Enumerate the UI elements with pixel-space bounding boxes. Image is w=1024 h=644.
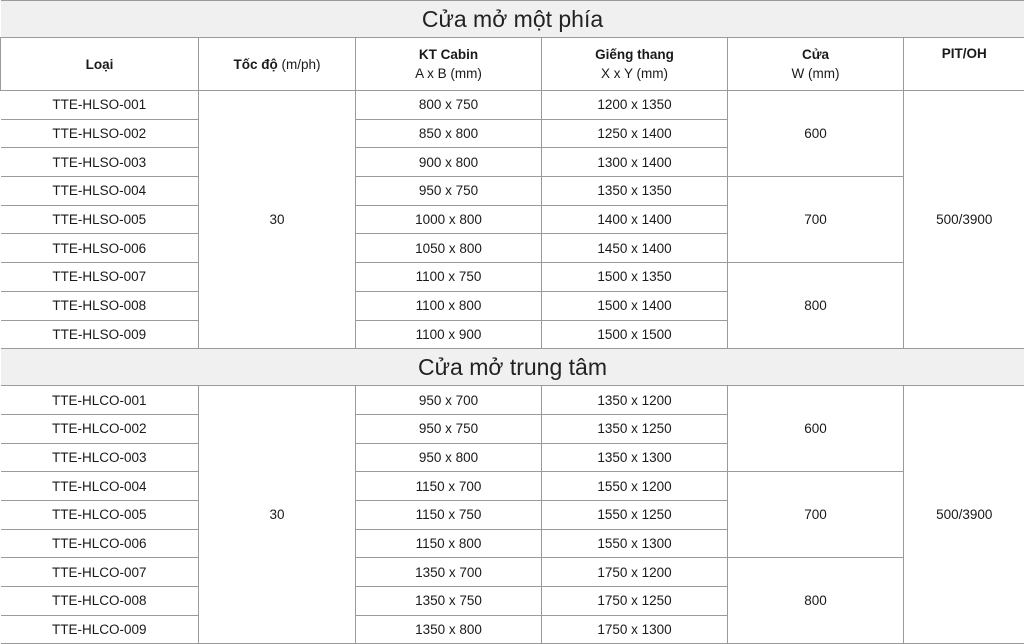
cell-loai: TTE-HLCO-007 [1, 558, 199, 587]
cell-loai: TTE-HLSO-007 [1, 263, 199, 292]
cell-pit-oh: 500/3900 [904, 91, 1024, 349]
header-toc-do-unit: (m/ph) [278, 57, 321, 72]
cell-gieng: 1750 x 1300 [542, 615, 728, 644]
header-gieng-unit: X x Y (mm) [601, 66, 668, 81]
cell-loai: TTE-HLSO-009 [1, 320, 199, 349]
cell-loai: TTE-HLSO-002 [1, 119, 199, 148]
cell-cabin: 1000 x 800 [356, 205, 542, 234]
cell-pit-oh: 500/3900 [904, 386, 1024, 644]
cell-gieng: 1250 x 1400 [542, 119, 728, 148]
header-gieng [542, 38, 728, 91]
cell-door-width: 600 [728, 91, 904, 177]
cell-cabin: 950 x 800 [356, 443, 542, 472]
cell-loai: TTE-HLSO-001 [1, 91, 199, 120]
header-pit-oh-label: PIT/OH [942, 46, 987, 61]
cell-cabin: 1100 x 750 [356, 263, 542, 292]
cell-cabin: 1350 x 750 [356, 587, 542, 616]
cell-door-width: 700 [728, 177, 904, 263]
cell-cabin: 950 x 700 [356, 386, 542, 415]
header-cua-unit: W (mm) [792, 66, 840, 81]
cell-cabin: 800 x 750 [356, 91, 542, 120]
cell-cabin: 1100 x 800 [356, 291, 542, 320]
cell-cabin: 1100 x 900 [356, 320, 542, 349]
cell-gieng: 1500 x 1500 [542, 320, 728, 349]
cell-gieng: 1350 x 1300 [542, 443, 728, 472]
cell-loai: TTE-HLSO-005 [1, 205, 199, 234]
cell-cabin: 1350 x 800 [356, 615, 542, 644]
cell-gieng: 1500 x 1400 [542, 291, 728, 320]
cell-gieng: 1500 x 1350 [542, 263, 728, 292]
cell-speed: 30 [199, 386, 356, 644]
cell-cabin: 1150 x 750 [356, 500, 542, 529]
cell-cabin: 1350 x 700 [356, 558, 542, 587]
header-cabin [356, 38, 542, 91]
cell-loai: TTE-HLCO-001 [1, 386, 199, 415]
table-row [1, 386, 1024, 415]
header-cabin-unit: A x B (mm) [415, 66, 482, 81]
section-title: Cửa mở một phía [1, 1, 1024, 38]
header-toc-do-label: Tốc độ [233, 57, 277, 72]
cell-gieng: 1350 x 1350 [542, 177, 728, 206]
cell-gieng: 1550 x 1200 [542, 472, 728, 501]
cell-gieng: 1450 x 1400 [542, 234, 728, 263]
cell-gieng: 1200 x 1350 [542, 91, 728, 120]
header-cabin-label: KT Cabin [419, 47, 478, 62]
cell-gieng: 1550 x 1300 [542, 529, 728, 558]
cell-loai: TTE-HLCO-003 [1, 443, 199, 472]
section-title-row [1, 349, 1024, 386]
cell-loai: TTE-HLSO-006 [1, 234, 199, 263]
table-row [1, 558, 1024, 587]
cell-door-width: 700 [728, 472, 904, 558]
cell-loai: TTE-HLCO-009 [1, 615, 199, 644]
table-header-row [1, 38, 1024, 91]
section-title-row [1, 1, 1024, 38]
cell-gieng: 1750 x 1250 [542, 587, 728, 616]
cell-door-width: 800 [728, 263, 904, 349]
cell-cabin: 1150 x 700 [356, 472, 542, 501]
cell-loai: TTE-HLCO-002 [1, 414, 199, 443]
cell-gieng: 1350 x 1200 [542, 386, 728, 415]
cell-cabin: 850 x 800 [356, 119, 542, 148]
cell-gieng: 1350 x 1250 [542, 414, 728, 443]
header-gieng-label: Giếng thang [595, 47, 674, 62]
cell-loai: TTE-HLCO-005 [1, 500, 199, 529]
header-toc-do [199, 38, 356, 91]
cell-loai: TTE-HLSO-003 [1, 148, 199, 177]
section-title: Cửa mở trung tâm [1, 349, 1024, 386]
header-cua [728, 38, 904, 91]
cell-cabin: 900 x 800 [356, 148, 542, 177]
cell-cabin: 950 x 750 [356, 414, 542, 443]
cell-gieng: 1550 x 1250 [542, 500, 728, 529]
header-pit-oh [904, 38, 1024, 91]
header-loai-label: Loại [86, 57, 114, 72]
cell-cabin: 950 x 750 [356, 177, 542, 206]
cell-loai: TTE-HLSO-004 [1, 177, 199, 206]
cell-speed: 30 [199, 91, 356, 349]
cell-door-width: 600 [728, 386, 904, 472]
table-row [1, 263, 1024, 292]
cell-gieng: 1300 x 1400 [542, 148, 728, 177]
table-row [1, 91, 1024, 120]
cell-gieng: 1750 x 1200 [542, 558, 728, 587]
cell-door-width: 800 [728, 558, 904, 644]
header-cua-label: Cửa [802, 47, 829, 62]
cell-cabin: 1150 x 800 [356, 529, 542, 558]
table-row [1, 177, 1024, 206]
cell-gieng: 1400 x 1400 [542, 205, 728, 234]
table-row [1, 472, 1024, 501]
cell-loai: TTE-HLCO-006 [1, 529, 199, 558]
cell-loai: TTE-HLCO-004 [1, 472, 199, 501]
header-loai [1, 38, 199, 91]
cell-loai: TTE-HLCO-008 [1, 587, 199, 616]
cell-loai: TTE-HLSO-008 [1, 291, 199, 320]
cell-cabin: 1050 x 800 [356, 234, 542, 263]
